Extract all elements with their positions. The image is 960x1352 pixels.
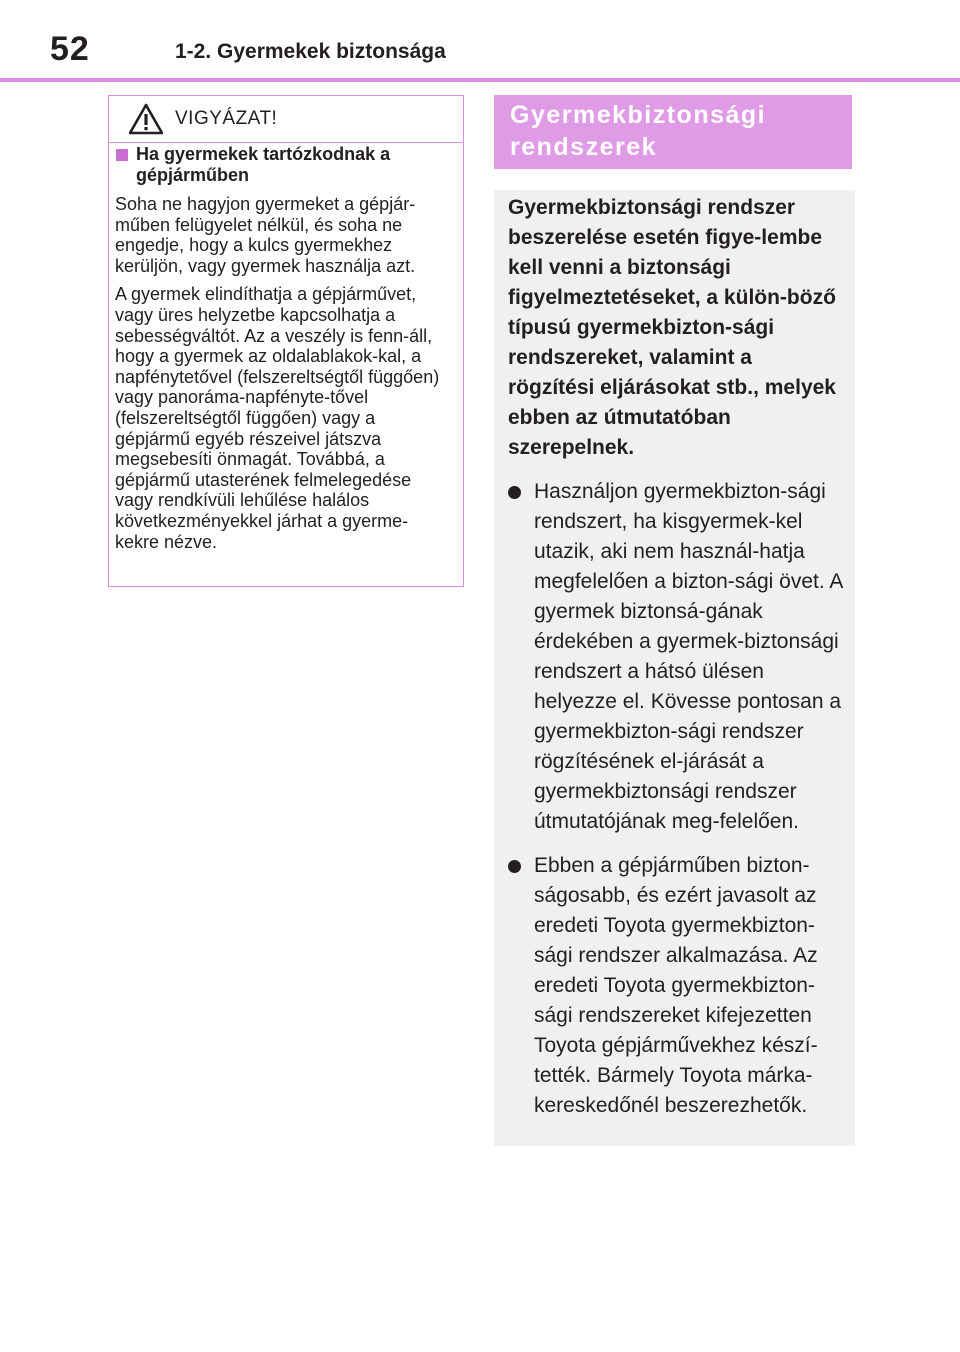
bullet-dot-icon	[508, 486, 521, 499]
caution-title: VIGYÁZAT!	[175, 108, 278, 129]
bullet-text: Használjon gyermekbizton-sági rendszert, ha kisgyermek-kel utazik, aki nem használ-hatja megfelelően a bizton-sági övet. A gyermek biztonsá-gának érdekében a gyermek-biztonsági rendszert a hátsó ülésen helyezze el. Kövesse pontosan a gyermekbizton-sági rendszer rögzítésének el-járását a gyermekbiztonsági rendszer útmutatójának meg-felelően.	[534, 480, 843, 833]
square-bullet-icon	[116, 149, 128, 161]
caution-header	[109, 96, 463, 143]
caution-paragraph: A gyermek elindíthatja a gépjárművet, vagy üres helyzetbe kapcsolhatja a sebességváltót. Az a veszély is fenn-áll, hogy a gyermek az oldalablakok-kal, a napfénytetővel (felszereltségtől függően) vagy panoráma-napfényte-tővel (felszereltségtől függően) vagy a gépjármű egyéb részeivel játszva megsebesíti önmagát. Továbbá, a gépjármű utasterének felmelegedése vagy rendkívüli lehűlése halálos következményekkel járhat a gyerme-kekre nézve.	[115, 284, 440, 552]
page-number: 52	[50, 30, 90, 68]
info-lead: Gyermekbiztonsági rendszer beszerelése esetén figye-lembe kell venni a biztonsági figyelmeztetéseket, a külön-böző típusú gyermekbizton-sági rendszereket, valamint a rögzítési eljárásokat stb., melyek ebben az útmutatóban szerepelnek.	[508, 196, 836, 459]
bullet-item	[508, 477, 843, 837]
heading-title: Gyermekbiztonsági rendszerek	[510, 101, 767, 161]
caution-subheading-text: Ha gyermekek tartózkodnak a gépjárműben	[136, 144, 391, 185]
section-title: 1-2. Gyermekek biztonsága	[175, 40, 446, 63]
bullet-item	[508, 851, 843, 1121]
caution-paragraph: Soha ne hagyjon gyermeket a gépjár-műben felügyelet nélkül, és soha ne engedje, hogy a kulcs gyermekhez kerüljön, vagy gyermek használja azt.	[115, 194, 416, 276]
bullet-dot-icon	[508, 860, 521, 873]
bullet-text: Ebben a gépjárműben bizton-ságosabb, és ezért javasolt az eredeti Toyota gyermekbizton-sági rendszer alkalmazása. Az eredeti Toyota gyermekbizton-sági rendszereket kifejezetten Toyota gépjárművekhez készí-tették. Bármely Toyota márka-kereskedőnél beszerezhetők.	[534, 854, 818, 1117]
header-rule	[0, 78, 960, 82]
warning-triangle-icon	[129, 103, 163, 135]
caution-subheading	[112, 144, 452, 186]
heading-box	[494, 95, 852, 169]
info-panel	[494, 190, 855, 1146]
